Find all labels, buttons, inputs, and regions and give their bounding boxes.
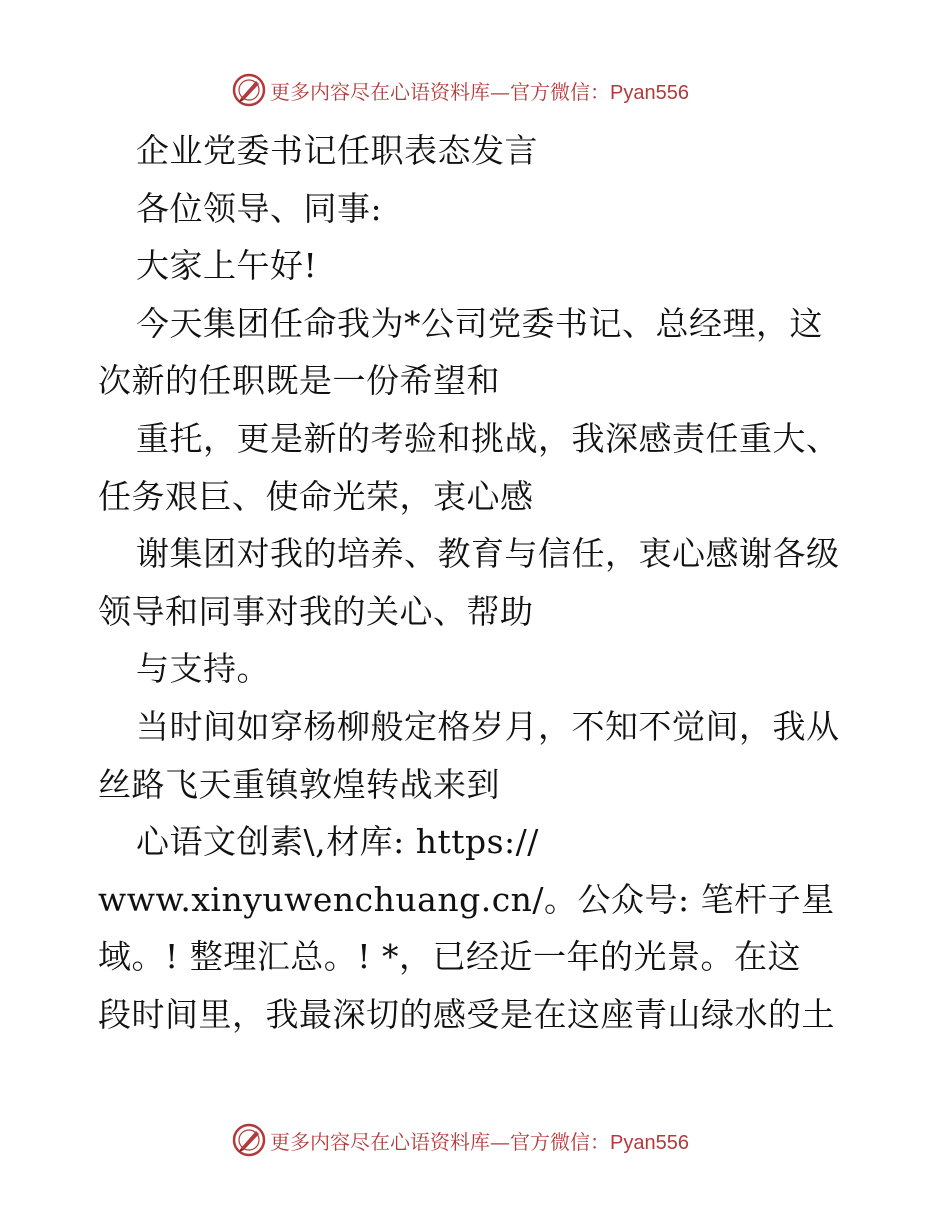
- text-line: 各位领导、同事:: [136, 188, 383, 228]
- text-line: 领导和同事对我的关心、帮助: [98, 591, 534, 631]
- header-watermark-banner: [232, 70, 752, 110]
- text-line: 心语文创素\,材库: https://: [136, 822, 539, 862]
- footer-watermark-banner: [232, 1120, 752, 1160]
- pen-seal-icon: [232, 1123, 266, 1157]
- pen-seal-icon: [232, 73, 266, 107]
- text-line: 企业党委书记任职表态发言: [136, 131, 538, 170]
- text-line: 当时间如穿杨柳般定格岁月，不知不觉间，我从: [136, 706, 840, 746]
- text-line: 谢集团对我的培养、教育与信任，衷心感谢各级: [136, 534, 840, 574]
- text-line: 与支持。: [136, 649, 270, 689]
- document-body: [98, 122, 858, 1044]
- text-line: 今天集团任命我为*公司党委书记、总经理，这: [136, 303, 823, 343]
- text-line: 段时间里，我最深切的感受是在这座青山绿水的土: [98, 994, 835, 1034]
- watermark-text: 更多内容尽在心语资料库—官方微信：Pyan556: [270, 79, 689, 104]
- text-line: 重托，更是新的考验和挑战，我深感责任重大、: [136, 418, 840, 458]
- watermark-text: 更多内容尽在心语资料库—官方微信：Pyan556: [270, 1129, 689, 1154]
- text-line: 次新的任职既是一份希望和: [98, 361, 500, 401]
- text-line: 丝路飞天重镇敦煌转战来到: [98, 764, 500, 804]
- text-line: 大家上午好!: [136, 246, 318, 286]
- text-line: 任务艰巨、使命光荣，衷心感: [98, 476, 534, 516]
- text-line: www.xinyuwenchuang.cn/。公众号: 笔杆子星: [98, 879, 835, 919]
- text-line: 域。! 整理汇总。! *，已经近一年的光景。在这: [98, 937, 802, 977]
